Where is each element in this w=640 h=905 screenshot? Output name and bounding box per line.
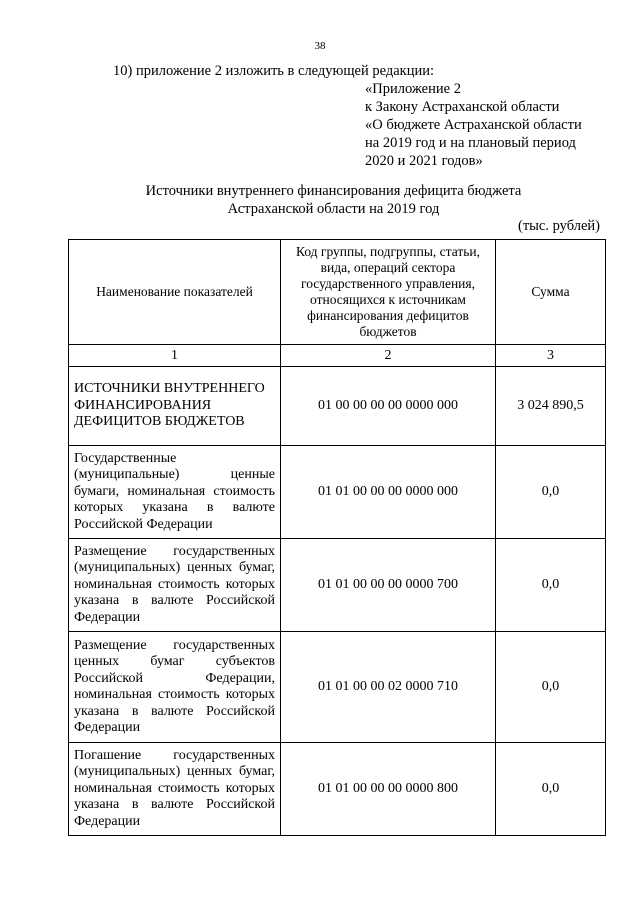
header-code: Код группы, подгруппы, статьи, вида, операций сектора государственного управления, относящихся к источникам финансирования дефицитов бюджетов [281, 240, 496, 345]
page-number: 38 [314, 40, 326, 52]
row-amount: 0,0 [496, 446, 606, 539]
header-indicator-name: Наименование показателей [69, 240, 281, 345]
appendix-line: к Закону Астраханской области [365, 99, 560, 115]
appendix-line: на 2019 год и на плановый период [365, 135, 576, 151]
unit-label: (тыс. рублей) [518, 218, 600, 234]
column-number: 2 [281, 345, 496, 367]
row-name: Государственные (муниципальные) ценные бумаги, номинальная стоимость которых указана в валюте Российской Федерации [69, 446, 281, 539]
row-amount: 0,0 [496, 743, 606, 836]
table-row [69, 367, 606, 446]
table-row [69, 446, 606, 539]
appendix-line: «О бюджете Астраханской области [365, 117, 582, 133]
row-amount: 3 024 890,5 [496, 367, 606, 446]
appendix-line: 2020 и 2021 годов» [365, 153, 483, 169]
title-line: Астраханской области на 2019 год [227, 201, 440, 217]
funding-sources-table [68, 239, 606, 836]
column-number: 3 [496, 345, 606, 367]
appendix-line: «Приложение 2 [365, 81, 461, 97]
row-amount: 0,0 [496, 632, 606, 743]
row-code: 01 01 00 00 00 0000 000 [281, 446, 496, 539]
column-number: 1 [69, 345, 281, 367]
row-name: Погашение государственных (муниципальных) ценных бумаг, номинальная стоимость которых указана в валюте Российской Федерации [69, 743, 281, 836]
table-row [69, 743, 606, 836]
row-name: Размещение государственных ценных бумаг субъектов Российской Федерации, номинальная стоимость которых указана в валюте Российской Федерации [69, 632, 281, 743]
table-header-row [69, 240, 606, 345]
title-line: Источники внутреннего финансирования дефицита бюджета [145, 183, 522, 199]
appendix-reference [365, 80, 582, 170]
row-code: 01 01 00 00 02 0000 710 [281, 632, 496, 743]
amendment-intro: 10) приложение 2 изложить в следующей редакции: [113, 63, 435, 79]
header-amount: Сумма [496, 240, 606, 345]
table-row [69, 539, 606, 632]
row-code: 01 01 00 00 00 0000 800 [281, 743, 496, 836]
table-row [69, 632, 606, 743]
row-name: Размещение государственных (муниципальных) ценных бумаг, номинальная стоимость которых указана в валюте Российской Федерации [69, 539, 281, 632]
row-amount: 0,0 [496, 539, 606, 632]
document-title [60, 182, 607, 218]
column-number-row [69, 345, 606, 367]
row-code: 01 00 00 00 00 0000 000 [281, 367, 496, 446]
row-name: ИСТОЧНИКИ ВНУТРЕННЕГО ФИНАНСИРОВАНИЯ ДЕФИЦИТОВ БЮДЖЕТОВ [69, 367, 281, 446]
row-code: 01 01 00 00 00 0000 700 [281, 539, 496, 632]
